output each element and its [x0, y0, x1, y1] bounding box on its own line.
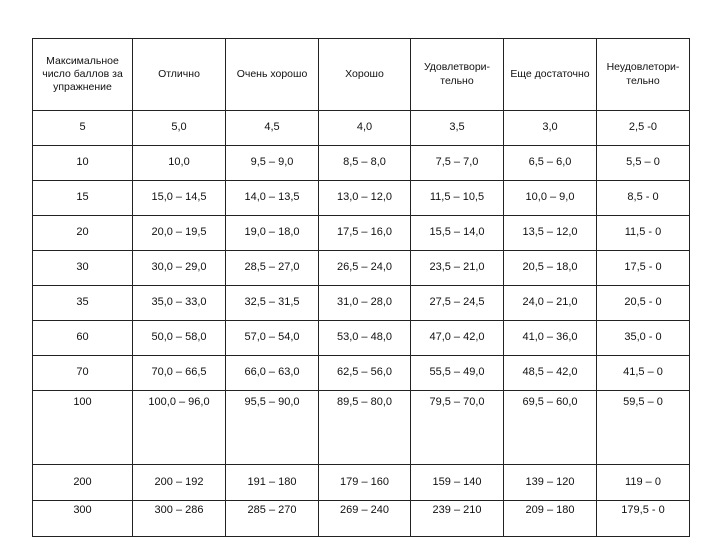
table-row: [33, 321, 690, 356]
cell-satisfactory: 159 – 140: [411, 465, 504, 501]
cell-good: 17,5 – 16,0: [319, 216, 411, 251]
cell-unsatisfactory: 35,0 - 0: [597, 321, 690, 356]
cell-still-sufficient: 10,0 – 9,0: [504, 181, 597, 216]
cell-very-good: 19,0 – 18,0: [226, 216, 319, 251]
cell-very-good: 285 – 270: [226, 501, 319, 537]
cell-good: 179 – 160: [319, 465, 411, 501]
cell-unsatisfactory: 11,5 - 0: [597, 216, 690, 251]
cell-max-points: 20: [33, 216, 133, 251]
cell-unsatisfactory: 17,5 - 0: [597, 251, 690, 286]
cell-still-sufficient: 6,5 – 6,0: [504, 146, 597, 181]
table-row: [33, 146, 690, 181]
cell-good: 89,5 – 80,0: [319, 391, 411, 465]
header-satisfactory: Удовлетвори-тельно: [411, 39, 504, 111]
header-good: Хорошо: [319, 39, 411, 111]
cell-still-sufficient: 48,5 – 42,0: [504, 356, 597, 391]
cell-very-good: 9,5 – 9,0: [226, 146, 319, 181]
cell-good: 26,5 – 24,0: [319, 251, 411, 286]
cell-very-good: 32,5 – 31,5: [226, 286, 319, 321]
cell-very-good: 66,0 – 63,0: [226, 356, 319, 391]
cell-excellent: 10,0: [133, 146, 226, 181]
cell-satisfactory: 11,5 – 10,5: [411, 181, 504, 216]
cell-still-sufficient: 3,0: [504, 111, 597, 146]
cell-excellent: 30,0 – 29,0: [133, 251, 226, 286]
header-row: [33, 39, 690, 111]
cell-good: 62,5 – 56,0: [319, 356, 411, 391]
cell-unsatisfactory: 119 – 0: [597, 465, 690, 501]
cell-unsatisfactory: 179,5 - 0: [597, 501, 690, 537]
cell-good: 4,0: [319, 111, 411, 146]
table-row: [33, 391, 690, 465]
cell-satisfactory: 239 – 210: [411, 501, 504, 537]
cell-very-good: 95,5 – 90,0: [226, 391, 319, 465]
cell-good: 53,0 – 48,0: [319, 321, 411, 356]
cell-excellent: 20,0 – 19,5: [133, 216, 226, 251]
cell-still-sufficient: 20,5 – 18,0: [504, 251, 597, 286]
cell-excellent: 50,0 – 58,0: [133, 321, 226, 356]
cell-satisfactory: 23,5 – 21,0: [411, 251, 504, 286]
cell-satisfactory: 27,5 – 24,5: [411, 286, 504, 321]
table-row: [33, 251, 690, 286]
header-unsatisfactory: Неудовлетори-тельно: [597, 39, 690, 111]
cell-satisfactory: 3,5: [411, 111, 504, 146]
cell-good: 269 – 240: [319, 501, 411, 537]
cell-still-sufficient: 13,5 – 12,0: [504, 216, 597, 251]
cell-max-points: 30: [33, 251, 133, 286]
header-max-points: Максимальное число баллов за упражнение: [33, 39, 133, 111]
table-row: [33, 286, 690, 321]
cell-good: 8,5 – 8,0: [319, 146, 411, 181]
cell-satisfactory: 15,5 – 14,0: [411, 216, 504, 251]
cell-very-good: 28,5 – 27,0: [226, 251, 319, 286]
table-row: [33, 111, 690, 146]
cell-still-sufficient: 24,0 – 21,0: [504, 286, 597, 321]
header-excellent: Отлично: [133, 39, 226, 111]
table-row: [33, 216, 690, 251]
cell-still-sufficient: 69,5 – 60,0: [504, 391, 597, 465]
cell-good: 13,0 – 12,0: [319, 181, 411, 216]
cell-unsatisfactory: 5,5 – 0: [597, 146, 690, 181]
cell-max-points: 100: [33, 391, 133, 465]
cell-max-points: 35: [33, 286, 133, 321]
cell-very-good: 4,5: [226, 111, 319, 146]
table-row: [33, 465, 690, 501]
cell-satisfactory: 7,5 – 7,0: [411, 146, 504, 181]
header-very-good: Очень хорошо: [226, 39, 319, 111]
cell-excellent: 300 – 286: [133, 501, 226, 537]
cell-max-points: 60: [33, 321, 133, 356]
cell-good: 31,0 – 28,0: [319, 286, 411, 321]
cell-unsatisfactory: 8,5 - 0: [597, 181, 690, 216]
cell-max-points: 5: [33, 111, 133, 146]
cell-unsatisfactory: 20,5 - 0: [597, 286, 690, 321]
cell-unsatisfactory: 59,5 – 0: [597, 391, 690, 465]
table-row: [33, 356, 690, 391]
cell-max-points: 70: [33, 356, 133, 391]
cell-satisfactory: 55,5 – 49,0: [411, 356, 504, 391]
cell-excellent: 100,0 – 96,0: [133, 391, 226, 465]
cell-excellent: 15,0 – 14,5: [133, 181, 226, 216]
cell-unsatisfactory: 2,5 -0: [597, 111, 690, 146]
cell-still-sufficient: 41,0 – 36,0: [504, 321, 597, 356]
table-row: [33, 181, 690, 216]
cell-satisfactory: 79,5 – 70,0: [411, 391, 504, 465]
header-still-sufficient: Еще достаточно: [504, 39, 597, 111]
cell-still-sufficient: 139 – 120: [504, 465, 597, 501]
cell-max-points: 10: [33, 146, 133, 181]
cell-max-points: 15: [33, 181, 133, 216]
cell-very-good: 57,0 – 54,0: [226, 321, 319, 356]
cell-excellent: 35,0 – 33,0: [133, 286, 226, 321]
cell-still-sufficient: 209 – 180: [504, 501, 597, 537]
cell-max-points: 200: [33, 465, 133, 501]
cell-very-good: 191 – 180: [226, 465, 319, 501]
grading-table: [32, 38, 690, 537]
cell-excellent: 5,0: [133, 111, 226, 146]
cell-excellent: 70,0 – 66,5: [133, 356, 226, 391]
cell-excellent: 200 – 192: [133, 465, 226, 501]
cell-very-good: 14,0 – 13,5: [226, 181, 319, 216]
cell-max-points: 300: [33, 501, 133, 537]
cell-satisfactory: 47,0 – 42,0: [411, 321, 504, 356]
table-row: [33, 501, 690, 537]
cell-unsatisfactory: 41,5 – 0: [597, 356, 690, 391]
